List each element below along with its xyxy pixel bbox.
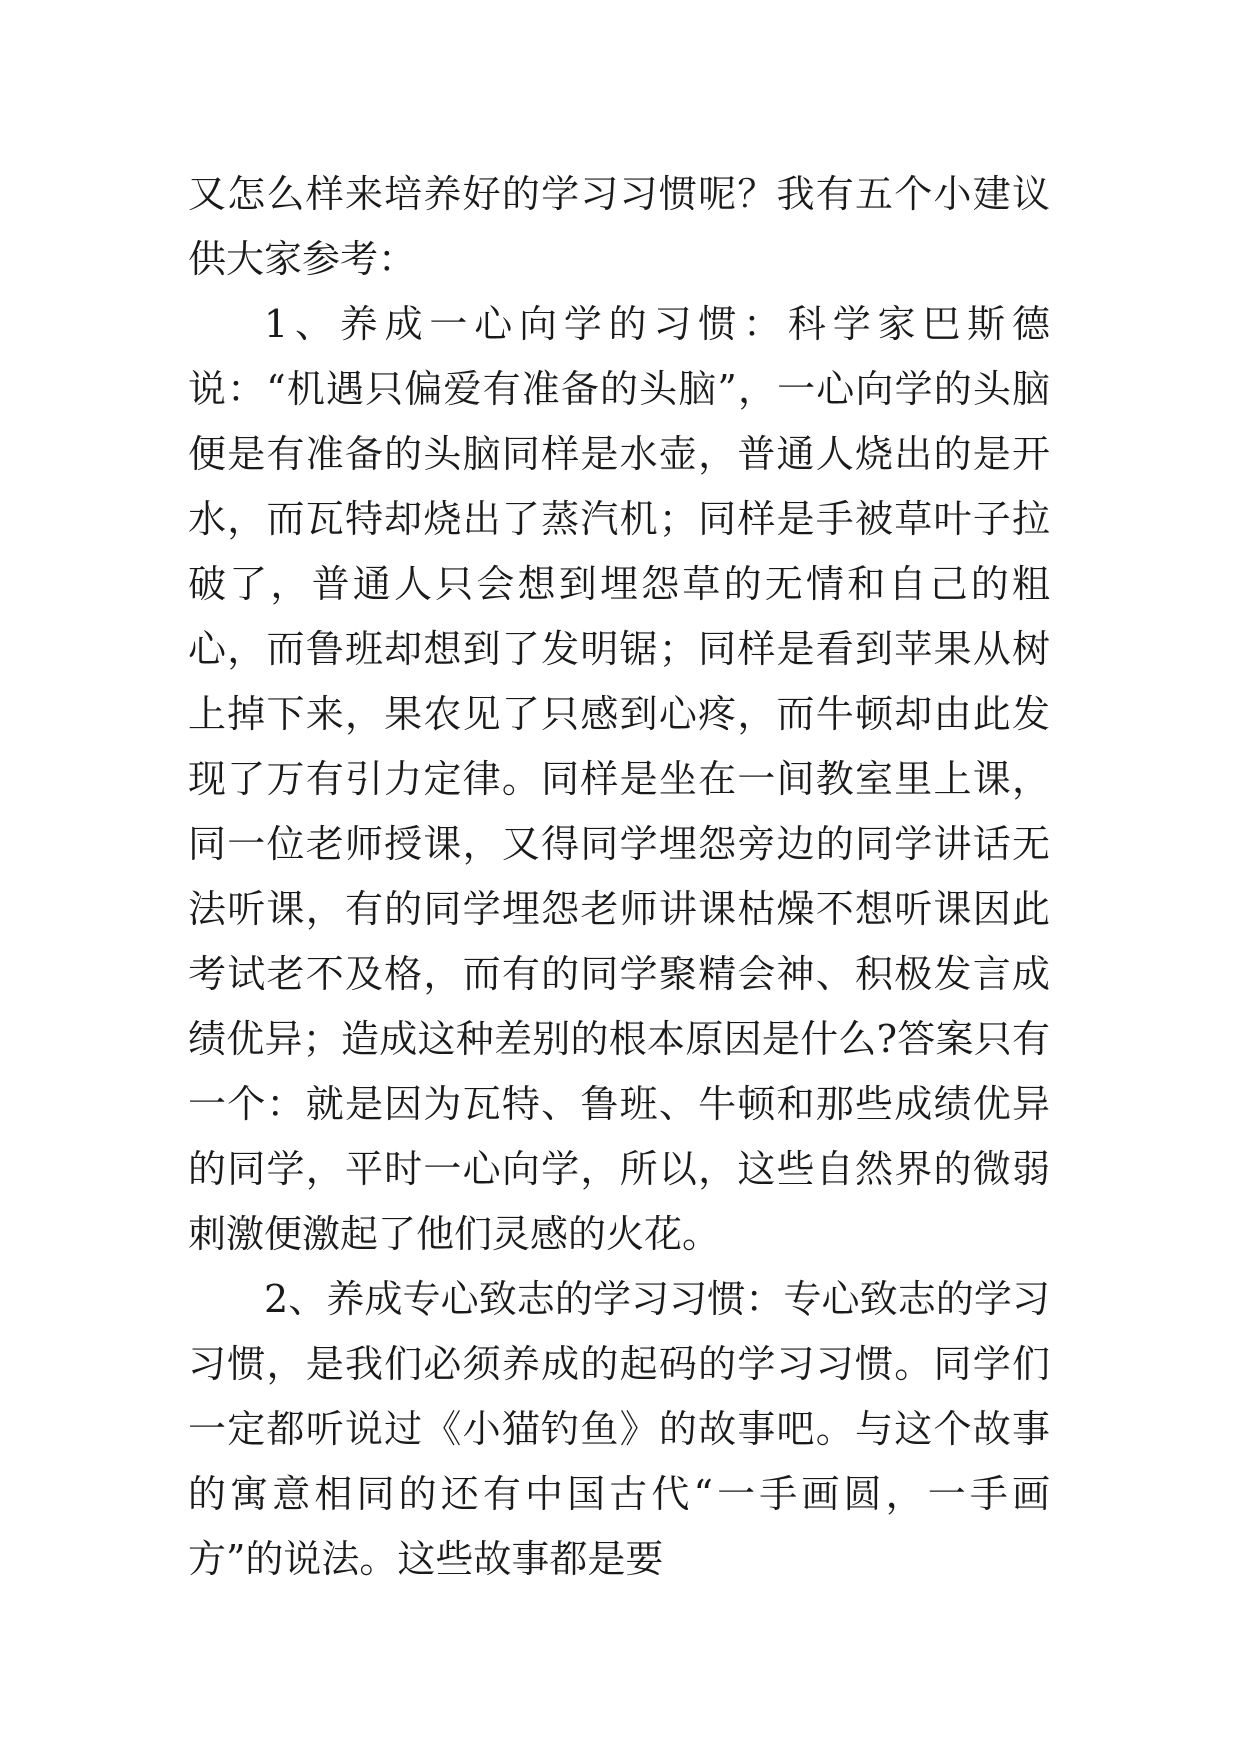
paragraph-habit-1: 1、养成一心向学的习惯：科学家巴斯德说：“机遇只偏爱有准备的头脑”，一心向学的头脑便是有准备的头脑同样是水壶，普通人烧出的是开水，而瓦特却烧出了蒸汽机；同样是手被草叶子拉破了，普通人只会想到埋怨草的无情和自己的粗心，而鲁班却想到了发明锯；同样是看到苹果从树上掉下来，果农见了只感到心疼，而牛顿却由此发现了万有引力定律。同样是坐在一间教室里上课，同一位老师授课，又得同学埋怨旁边的同学讲话无法听课，有的同学埋怨老师讲课枯燥不想听课因此考试老不及格，而有的同学聚精会神、积极发言成绩优异；造成这种差别的根本原因是什么?答案只有一个：就是因为瓦特、鲁班、牛顿和那些成绩优异的同学，平时一心向学，所以，这些自然界的微弱刺激便激起了他们灵感的火花。 <box>188 302 1050 1256</box>
paragraph-intro: 又怎么样来培养好的学习习惯呢？我有五个小建议供大家参考： <box>188 172 1050 281</box>
paragraph-habit-2: 2、养成专心致志的学习习惯：专心致志的学习习惯，是我们必须养成的起码的学习习惯。同学们一定都听说过《小猫钓鱼》的故事吧。与这个故事的寓意相同的还有中国古代“一手画圆，一手画方”的说法。这些故事都是要 <box>188 1277 1050 1581</box>
document-body <box>188 162 1050 1592</box>
